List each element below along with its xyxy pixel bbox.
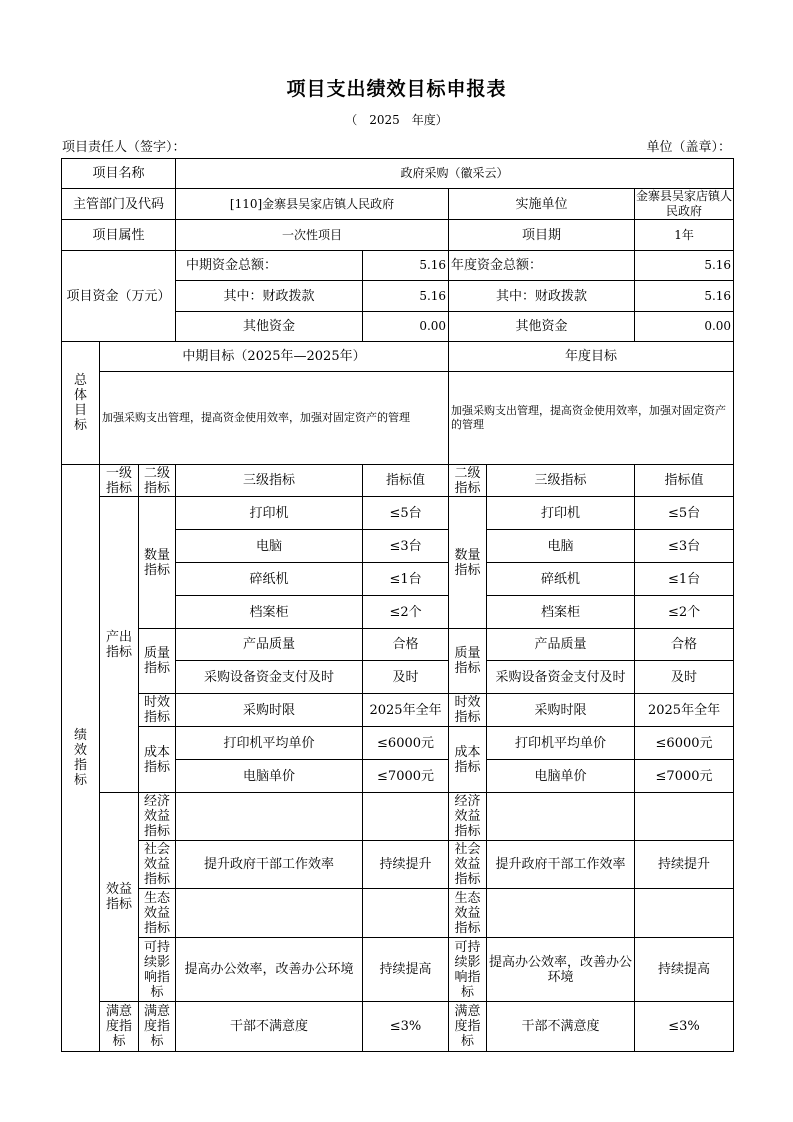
project-attr-value: 一次性项目 [176, 220, 449, 251]
economic-value-right [635, 793, 734, 841]
quantity-value: ≤1台 [363, 563, 449, 596]
sustainable-value: 持续提高 [363, 938, 449, 1002]
year-fiscal-value: 5.16 [635, 281, 734, 312]
dept-label: 主管部门及代码 [62, 189, 176, 220]
sustainable-item: 提高办公效率，改善办公环境 [176, 938, 363, 1002]
report-year: （ 2025 年度） [345, 113, 448, 127]
economic-label-right: 经济效益指标 [449, 793, 487, 841]
project-attr-label: 项目属性 [62, 220, 176, 251]
overall-goal-label: 总体目标 [62, 342, 100, 465]
satisfaction-label-right: 满意度指标 [449, 1002, 487, 1052]
timeliness-label-right: 时效指标 [449, 694, 487, 727]
quantity-value: ≤2个 [363, 596, 449, 629]
quantity-value: ≤5台 [363, 497, 449, 530]
quality-label: 质量指标 [139, 629, 176, 694]
mid-other-value: 0.00 [363, 312, 449, 342]
satisfaction-level1-label: 满意度指标 [100, 1002, 139, 1052]
economic-label: 经济效益指标 [139, 793, 176, 841]
ecological-label: 生态效益指标 [139, 889, 176, 938]
quality-item: 产品质量 [176, 629, 363, 661]
year-total-label: 年度资金总额： [449, 251, 635, 281]
header-level2-right: 二级指标 [449, 465, 487, 497]
ecological-item [176, 889, 363, 938]
quantity-value-right: ≤5台 [635, 497, 734, 530]
quantity-item: 档案柜 [176, 596, 363, 629]
quality-value-right: 合格 [635, 629, 734, 661]
page-title: 项目支出绩效目标申报表 [286, 78, 507, 100]
sustainable-label-right: 可持续影响指标 [449, 938, 487, 1002]
year-goal-header: 年度目标 [449, 342, 734, 372]
quantity-item-right: 档案柜 [487, 596, 635, 629]
sustainable-label: 可持续影响指标 [139, 938, 176, 1002]
quantity-item-right: 碎纸机 [487, 563, 635, 596]
social-item: 提升政府干部工作效率 [176, 841, 363, 889]
cost-label-right: 成本指标 [449, 727, 487, 793]
unit-seal-label: 单位（盖章）： [646, 140, 731, 155]
quantity-label-right: 数量指标 [449, 497, 487, 629]
timeliness-item-right: 采购时限 [487, 694, 635, 727]
funds-label: 项目资金（万元） [62, 251, 176, 342]
social-value-right: 持续提升 [635, 841, 734, 889]
satisfaction-item: 干部不满意度 [176, 1002, 363, 1052]
benefit-indicator-label: 效益指标 [100, 793, 139, 1002]
timeliness-label: 时效指标 [139, 694, 176, 727]
output-indicator-label: 产出指标 [100, 497, 139, 793]
satisfaction-value: ≤3% [363, 1002, 449, 1052]
cost-label: 成本指标 [139, 727, 176, 793]
cost-item: 打印机平均单价 [176, 727, 363, 760]
performance-target-table [61, 158, 734, 1052]
ecological-item-right [487, 889, 635, 938]
quantity-value: ≤3台 [363, 530, 449, 563]
header-value-right: 指标值 [635, 465, 734, 497]
year-goal-text: 加强采购支出管理，提高资金使用效率，加强对固定资产的管理 [449, 372, 734, 465]
mid-fiscal-value: 5.16 [363, 281, 449, 312]
header-level2: 二级指标 [139, 465, 176, 497]
quantity-item-right: 打印机 [487, 497, 635, 530]
year-fiscal-label: 其中：财政拨款 [449, 281, 635, 312]
project-period-value: 1年 [635, 220, 734, 251]
ecological-value-right [635, 889, 734, 938]
header-level1: 一级指标 [100, 465, 139, 497]
sustainable-value-right: 持续提高 [635, 938, 734, 1002]
impl-unit-value: 金寨县吴家店镇人民政府 [636, 189, 733, 218]
mid-total-label: 中期资金总额： [176, 251, 363, 281]
timeliness-value: 2025年全年 [363, 694, 449, 727]
cost-value-right: ≤7000元 [635, 760, 734, 793]
mid-goal-header: 中期目标（2025年—2025年） [100, 342, 449, 372]
economic-value [363, 793, 449, 841]
project-name-label: 项目名称 [62, 159, 176, 189]
mid-fiscal-label: 其中：财政拨款 [176, 281, 363, 312]
satisfaction-level2-label: 满意度指标 [139, 1002, 176, 1052]
quality-value: 合格 [363, 629, 449, 661]
cost-value: ≤6000元 [363, 727, 449, 760]
ecological-label-right: 生态效益指标 [449, 889, 487, 938]
quantity-item-right: 电脑 [487, 530, 635, 563]
quantity-item: 碎纸机 [176, 563, 363, 596]
indicators-label: 绩效指标 [62, 465, 100, 1052]
quantity-item: 电脑 [176, 530, 363, 563]
quantity-value-right: ≤3台 [635, 530, 734, 563]
mid-other-label: 其他资金 [176, 312, 363, 342]
quantity-value-right: ≤2个 [635, 596, 734, 629]
impl-unit-label: 实施单位 [449, 189, 635, 220]
social-value: 持续提升 [363, 841, 449, 889]
project-name-value: 政府采购（徽采云） [176, 159, 734, 189]
satisfaction-item-right: 干部不满意度 [487, 1002, 635, 1052]
timeliness-value-right: 2025年全年 [635, 694, 734, 727]
quality-item-right: 产品质量 [487, 629, 635, 661]
quality-value: 及时 [363, 661, 449, 694]
header-level3-right: 三级指标 [487, 465, 635, 497]
satisfaction-value-right: ≤3% [635, 1002, 734, 1052]
cost-value-right: ≤6000元 [635, 727, 734, 760]
quantity-item: 打印机 [176, 497, 363, 530]
responsible-label: 项目责任人（签字）： [62, 140, 186, 155]
economic-item [176, 793, 363, 841]
social-label: 社会效益指标 [139, 841, 176, 889]
header-value: 指标值 [363, 465, 449, 497]
quality-value-right: 及时 [635, 661, 734, 694]
economic-item-right [487, 793, 635, 841]
year-other-label: 其他资金 [449, 312, 635, 342]
quantity-value-right: ≤1台 [635, 563, 734, 596]
quantity-label: 数量指标 [139, 497, 176, 629]
project-period-label: 项目期 [449, 220, 635, 251]
dept-value: [110]金寨县吴家店镇人民政府 [176, 189, 449, 220]
cost-value: ≤7000元 [363, 760, 449, 793]
cost-item: 电脑单价 [176, 760, 363, 793]
timeliness-item: 采购时限 [176, 694, 363, 727]
quality-item-right: 采购设备资金支付及时 [487, 661, 635, 694]
sustainable-item-right: 提高办公效率，改善办公环境 [487, 938, 635, 1002]
cost-item-right: 电脑单价 [487, 760, 635, 793]
social-item-right: 提升政府干部工作效率 [487, 841, 635, 889]
header-level3: 三级指标 [176, 465, 363, 497]
ecological-value [363, 889, 449, 938]
quality-label-right: 质量指标 [449, 629, 487, 694]
year-other-value: 0.00 [635, 312, 734, 342]
mid-total-value: 5.16 [363, 251, 449, 281]
quality-item: 采购设备资金支付及时 [176, 661, 363, 694]
mid-goal-text: 加强采购支出管理，提高资金使用效率，加强对固定资产的管理 [100, 372, 449, 465]
year-total-value: 5.16 [635, 251, 734, 281]
cost-item-right: 打印机平均单价 [487, 727, 635, 760]
social-label-right: 社会效益指标 [449, 841, 487, 889]
